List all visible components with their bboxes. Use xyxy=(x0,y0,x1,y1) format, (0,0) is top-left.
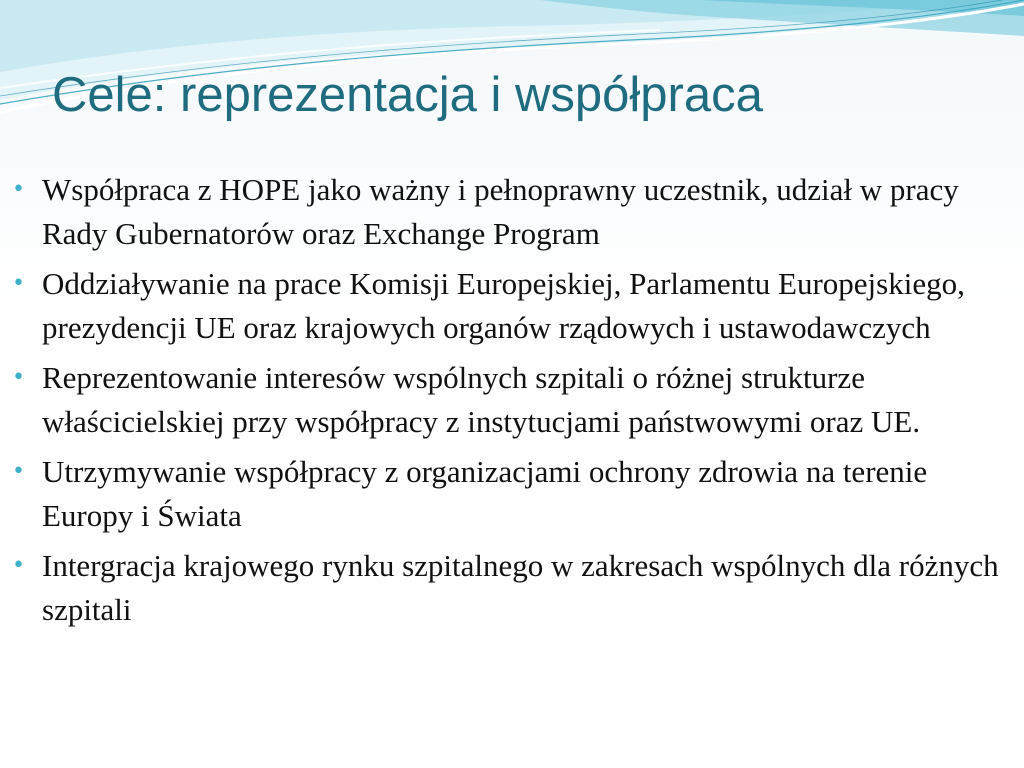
list-item xyxy=(12,356,1012,444)
bullet-text: Utrzymywanie współpracy z organizacjami ochrony zdrowia na terenie Europy i Świata xyxy=(42,454,928,533)
bullet-marker-icon: • xyxy=(12,177,25,202)
bullet-marker-icon: • xyxy=(12,365,25,390)
bullet-text: Oddziaływanie na prace Komisji Europejskiej, Parlamentu Europejskiego, prezydencji UE oraz krajowych organów rządowych i ustawodawczych xyxy=(42,266,965,345)
bullet-text: Współpraca z HOPE jako ważny i pełnoprawny uczestnik, udział w pracy Rady Gubernatorów oraz Exchange Program xyxy=(42,172,959,251)
bullet-marker-icon: • xyxy=(12,271,25,296)
bullet-text: Intergracja krajowego rynku szpitalnego w zakresach wspólnych dla różnych szpitali xyxy=(42,548,999,627)
bullet-text: Reprezentowanie interesów wspólnych szpitali o różnej strukturze właścicielskiej przy współpracy z instytucjami państwowymi oraz UE. xyxy=(42,360,921,439)
list-item xyxy=(12,262,1012,350)
bullet-marker-icon: • xyxy=(12,553,25,578)
list-item xyxy=(12,544,1012,632)
list-item xyxy=(12,168,1012,256)
slide-title: Cele: reprezentacja i współpraca xyxy=(52,68,763,122)
bullet-marker-icon: • xyxy=(12,459,25,484)
bullet-list xyxy=(12,168,1012,638)
list-item xyxy=(12,450,1012,538)
